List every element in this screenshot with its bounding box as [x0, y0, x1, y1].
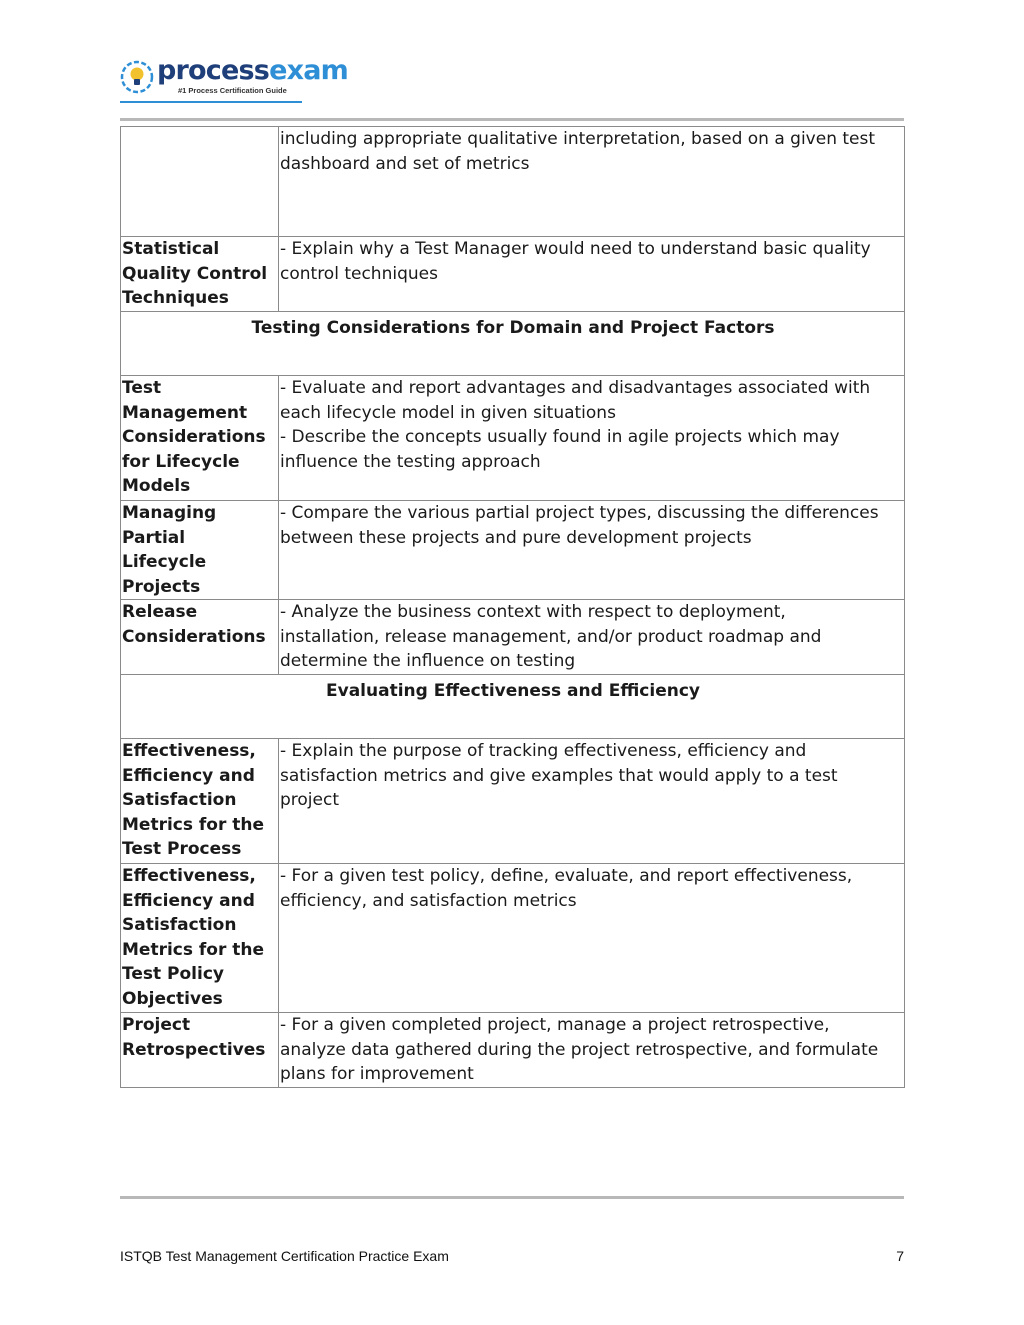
- topic-line: Test Process: [122, 839, 242, 859]
- topic-line: Effectiveness,: [122, 741, 256, 761]
- objective-line: analyze data gathered during the project retrospective, and formulate: [280, 1039, 879, 1060]
- objective-line: - Describe the concepts usually found in agile projects which may: [280, 427, 840, 447]
- topic-line: Test: [122, 378, 162, 398]
- footer-title: ISTQB Test Management Certification Practice Exam: [120, 1248, 449, 1264]
- objective-line: installation, release management, and/or product roadmap and: [280, 626, 822, 647]
- topic-line: Quality Control: [122, 263, 268, 284]
- objectives-cell: [279, 376, 905, 501]
- objective-line: each lifecycle model in given situations: [280, 402, 616, 423]
- topic-line: Retrospectives: [122, 1039, 266, 1060]
- logo-underline: [120, 101, 302, 103]
- objective-line: - For a given completed project, manage a project retrospective,: [280, 1015, 830, 1035]
- topic-line: Partial: [122, 527, 186, 548]
- topic-line: Satisfaction: [122, 790, 237, 810]
- table-row: [121, 501, 905, 600]
- topic-cell: [121, 1013, 279, 1088]
- topic-cell: [121, 376, 279, 501]
- objective-line: control techniques: [280, 263, 438, 284]
- objectives-cell: [279, 600, 905, 675]
- table-row: [121, 237, 905, 312]
- objectives-cell: [279, 739, 905, 864]
- objective-line: between these projects and pure development projects: [280, 527, 752, 548]
- table-row: [121, 1013, 905, 1088]
- topic-line: Satisfaction: [122, 915, 237, 935]
- objective-line: plans for improvement: [280, 1064, 474, 1084]
- topic-line: Metrics for the: [122, 814, 265, 835]
- objective-line: - Explain the purpose of tracking effectiveness, efficiency and: [280, 741, 807, 761]
- objective-line: including appropriate qualitative interpretation, based on a given test: [280, 129, 876, 149]
- syllabus-table-body: [121, 127, 905, 1088]
- topic-line: Techniques: [122, 288, 229, 308]
- objectives-cell: [279, 864, 905, 1013]
- footer-divider: [120, 1196, 904, 1199]
- topic-line: Effectiveness,: [122, 866, 256, 886]
- topic-line: Project: [122, 1015, 191, 1035]
- logo-tagline: #1 Process Certification Guide: [178, 86, 287, 95]
- table-row: [121, 600, 905, 675]
- topic-line: Considerations: [122, 626, 266, 647]
- processexam-logo: [120, 55, 348, 104]
- objective-line: project: [280, 790, 340, 810]
- topic-line: Release: [122, 602, 198, 622]
- page-number: 7: [896, 1248, 904, 1264]
- topic-cell: [121, 864, 279, 1013]
- topic-cell: [121, 600, 279, 675]
- topic-line: Management: [122, 402, 248, 423]
- objective-line: efficiency, and satisfaction metrics: [280, 890, 577, 911]
- table-row: [121, 127, 905, 237]
- objective-line: - Explain why a Test Manager would need to understand basic quality: [280, 239, 871, 259]
- topic-cell: [121, 127, 279, 237]
- section-title: Testing Considerations for Domain and Project Factors: [121, 312, 905, 376]
- objectives-cell: [279, 127, 905, 237]
- topic-line: Efficiency and: [122, 890, 255, 911]
- section-header-row: [121, 312, 905, 376]
- topic-line: Lifecycle: [122, 552, 207, 572]
- objective-line: - Evaluate and report advantages and disadvantages associated with: [280, 378, 871, 398]
- syllabus-table: [120, 126, 905, 1088]
- objective-line: dashboard and set of metrics: [280, 153, 530, 174]
- topic-line: Efficiency and: [122, 765, 255, 786]
- objectives-cell: [279, 237, 905, 312]
- topic-line: Managing: [122, 503, 217, 523]
- objective-line: - For a given test policy, define, evaluate, and report effectiveness,: [280, 866, 853, 886]
- header-divider: [120, 118, 904, 121]
- objectives-cell: [279, 1013, 905, 1088]
- objective-line: - Compare the various partial project types, discussing the differences: [280, 503, 879, 523]
- topic-cell: [121, 739, 279, 864]
- topic-line: Considerations: [122, 427, 266, 447]
- logo-wordmark: processexam: [157, 55, 348, 86]
- topic-line: for Lifecycle: [122, 451, 240, 472]
- lightbulb-gear-icon: [120, 60, 154, 94]
- section-title: Evaluating Effectiveness and Efficiency: [121, 675, 905, 739]
- topic-line: Models: [122, 476, 191, 496]
- topic-line: Objectives: [122, 988, 223, 1009]
- table-row: [121, 739, 905, 864]
- topic-line: Test Policy: [122, 964, 224, 984]
- objective-line: satisfaction metrics and give examples that would apply to a test: [280, 765, 838, 786]
- objective-line: influence the testing approach: [280, 451, 541, 472]
- topic-line: Metrics for the: [122, 939, 265, 960]
- objective-line: determine the influence on testing: [280, 651, 576, 671]
- topic-line: Statistical: [122, 239, 220, 259]
- topic-cell: [121, 237, 279, 312]
- topic-cell: [121, 501, 279, 600]
- section-header-row: [121, 675, 905, 739]
- topic-line: Projects: [122, 576, 201, 597]
- objectives-cell: [279, 501, 905, 600]
- table-row: [121, 376, 905, 501]
- objective-line: - Analyze the business context with respect to deployment,: [280, 602, 786, 622]
- table-row: [121, 864, 905, 1013]
